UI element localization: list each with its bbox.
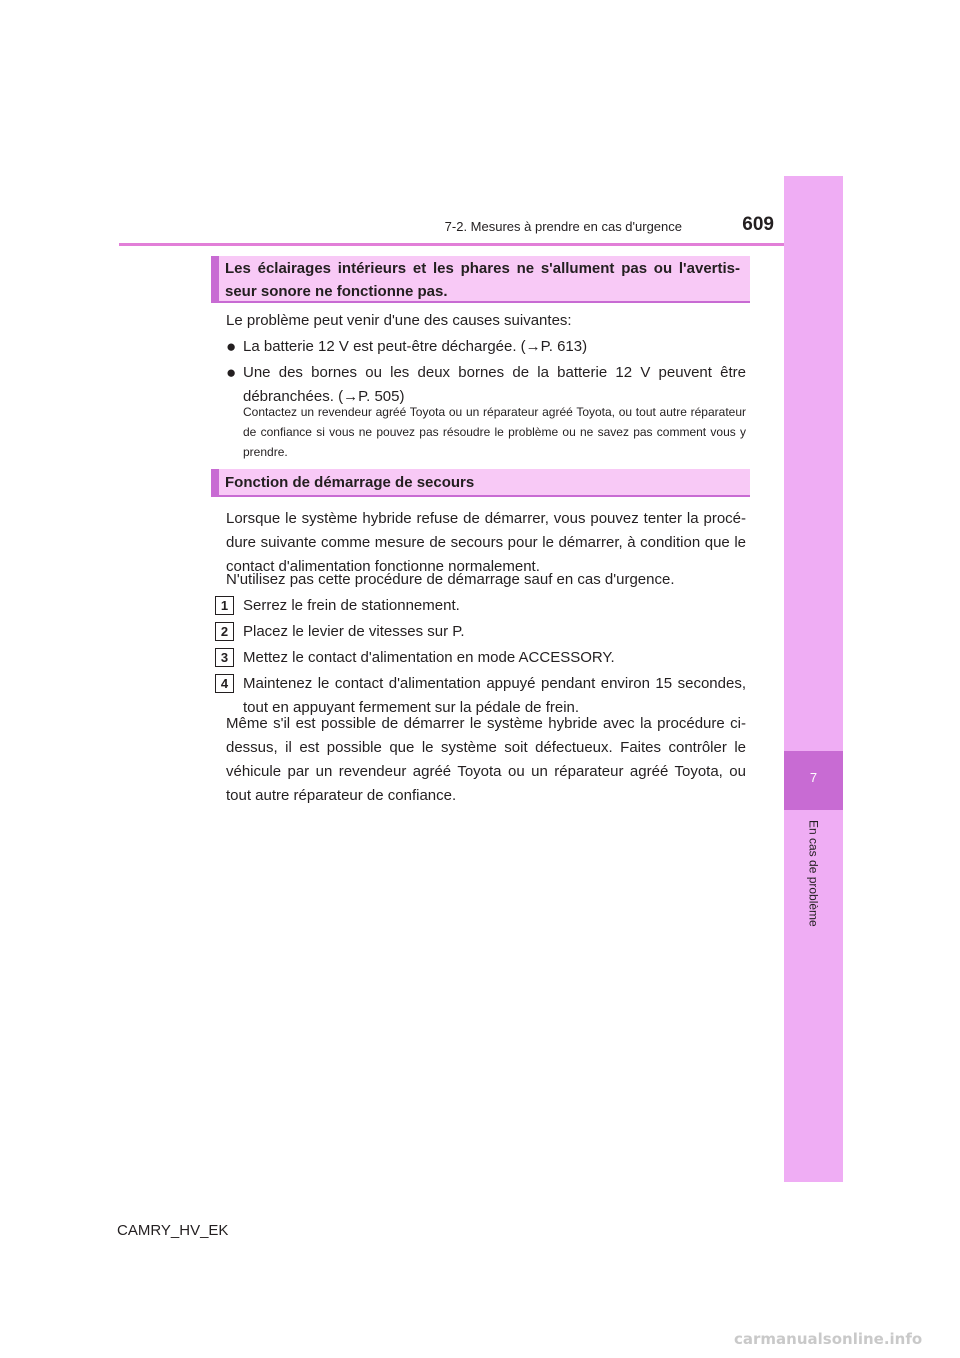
bullet-text: Une des bornes ou les deux bornes de la batterie 12 V peuvent être débranchées. (→P. 505)	[243, 364, 746, 405]
section-heading-emergency-start: Fonction de démarrage de secours	[211, 469, 750, 497]
step-text: Mettez le contact d'alimentation en mode ACCESSORY.	[243, 649, 615, 666]
header-divider	[119, 243, 784, 246]
section-heading-lights: Les éclairages intérieurs et les phares ne s'allument pas ou l'avertis-seur sonore ne fonctionne pas.	[211, 256, 750, 303]
step-number-badge: 2	[215, 622, 234, 641]
running-header: 7-2. Mesures à prendre en cas d'urgence	[444, 219, 682, 234]
chapter-label: En cas de problème	[806, 820, 821, 927]
step-number-badge: 3	[215, 648, 234, 667]
step-item	[215, 594, 746, 618]
step-item	[215, 620, 746, 644]
step-text: Maintenez le contact d'alimentation appuyé pendant environ 15 secondes, tout en appuyant fermement sur la pédale de frein.	[243, 675, 746, 716]
section2-para2: N'utilisez pas cette procédure de démarrage sauf en cas d'urgence.	[226, 571, 675, 588]
step-item	[215, 646, 746, 670]
page-number: 609	[742, 214, 774, 235]
step-number-badge: 4	[215, 674, 234, 693]
bullet-item	[226, 335, 746, 359]
step-number-badge: 1	[215, 596, 234, 615]
section2-closing: Même s'il est possible de démarrer le système hybride avec la procédure ci-dessus, il est possible que le système soit défectueux. Faites contrôler le véhicule par un revendeur agréé Toyota ou un réparateur agréé Toyota, ou tout autre réparateur de confiance.	[226, 715, 746, 804]
bullet-text: La batterie 12 V est peut-être déchargée. (→P. 613)	[243, 338, 588, 355]
section1-intro: Le problème peut venir d'une des causes suivantes:	[226, 312, 572, 329]
watermark: carmanualsonline.info	[734, 1330, 923, 1348]
bullet-dot-icon: ●	[226, 337, 237, 356]
model-code: CAMRY_HV_EK	[117, 1222, 229, 1239]
section1-note: Contactez un revendeur agréé Toyota ou un réparateur agréé Toyota, ou tout autre réparateur de confiance si vous ne pouvez pas résoudre le problème ou ne savez pas comment vous y prendre.	[243, 405, 746, 459]
chapter-number: 7	[809, 770, 818, 785]
section2-para1: Lorsque le système hybride refuse de démarrer, vous pouvez tenter la procé-dure suivante comme mesure de secours pour le démarrer, à condition que le contact d'alimentation fonctionne normalement.	[226, 510, 746, 575]
chapter-side-tab	[784, 176, 843, 1182]
step-text: Serrez le frein de stationnement.	[243, 597, 460, 614]
bullet-dot-icon: ●	[226, 363, 237, 382]
step-text: Placez le levier de vitesses sur P.	[243, 623, 465, 640]
